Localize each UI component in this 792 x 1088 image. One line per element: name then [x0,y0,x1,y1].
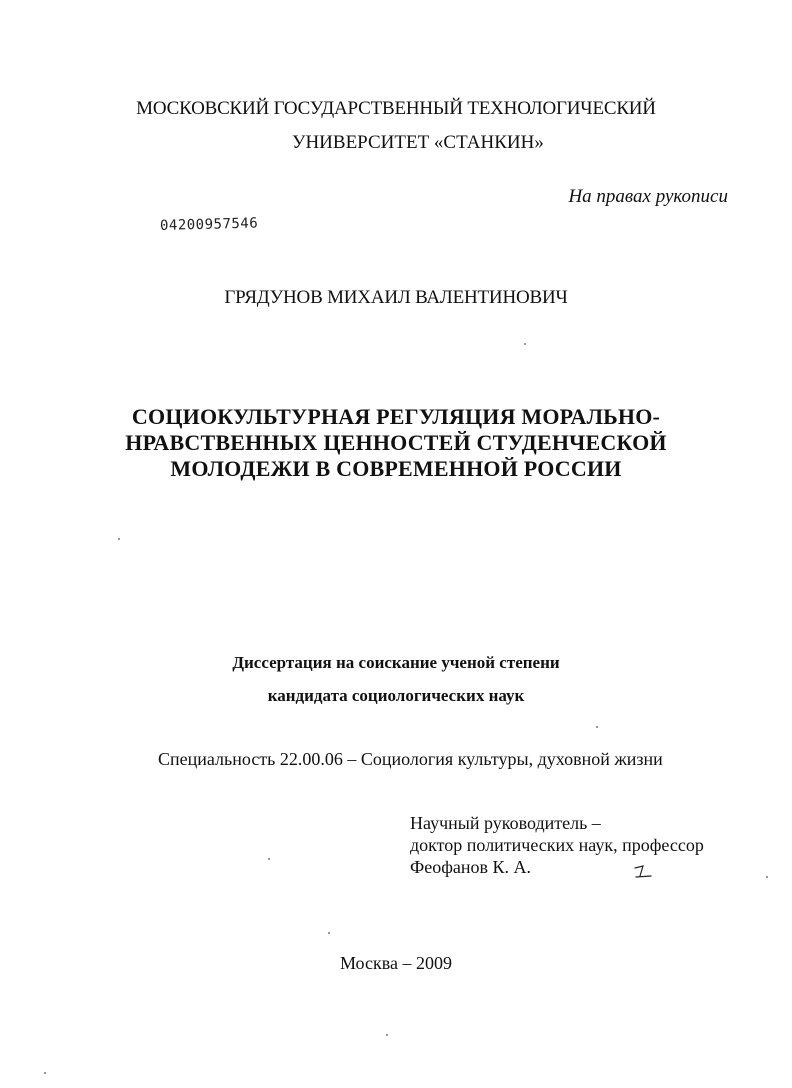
scan-speck [44,1072,46,1074]
advisor-degree: доктор политических наук, профессор [410,835,704,855]
scan-speck [766,876,768,878]
dissertation-title [0,404,792,482]
scan-speck [118,538,120,540]
advisor-name: Феофанов К. А. [410,857,531,877]
author-name: ГРЯДУНОВ МИХАИЛ ВАЛЕНТИНОВИЧ [224,287,568,308]
rights-note: На правах рукописи [568,186,728,207]
degree-statement-line1: Диссертация на соискание ученой степени [232,653,560,672]
specialty: Специальность 22.00.06 – Социология культуры, духовной жизни [158,749,663,769]
scan-speck [596,726,598,728]
degree-statement-line2: кандидата социологических наук [267,686,525,705]
handwritten-signature-mark [632,862,654,880]
catalog-number-stamp: 04200957546 [159,215,259,234]
scan-speck [524,343,526,345]
scan-speck [268,858,270,860]
title-line1: СОЦИОКУЛЬТУРНАЯ РЕГУЛЯЦИЯ МОРАЛЬНО- [131,404,661,429]
scientific-advisor [410,812,704,878]
title-line2: НРАВСТВЕННЫХ ЦЕННОСТЕЙ СТУДЕНЧЕСКОЙ [125,430,667,455]
university-name-line2: УНИВЕРСИТЕТ «СТАНКИН» [292,132,544,153]
advisor-role: Научный руководитель – [410,813,601,833]
scan-speck [328,932,330,934]
university-name-line1: МОСКОВСКИЙ ГОСУДАРСТВЕННЫЙ ТЕХНОЛОГИЧЕСКИЙ [136,98,656,119]
title-line3: МОЛОДЕЖИ В СОВРЕМЕННОЙ РОССИИ [170,456,622,481]
scan-speck [386,1034,388,1036]
city-and-year: Москва – 2009 [340,953,452,973]
